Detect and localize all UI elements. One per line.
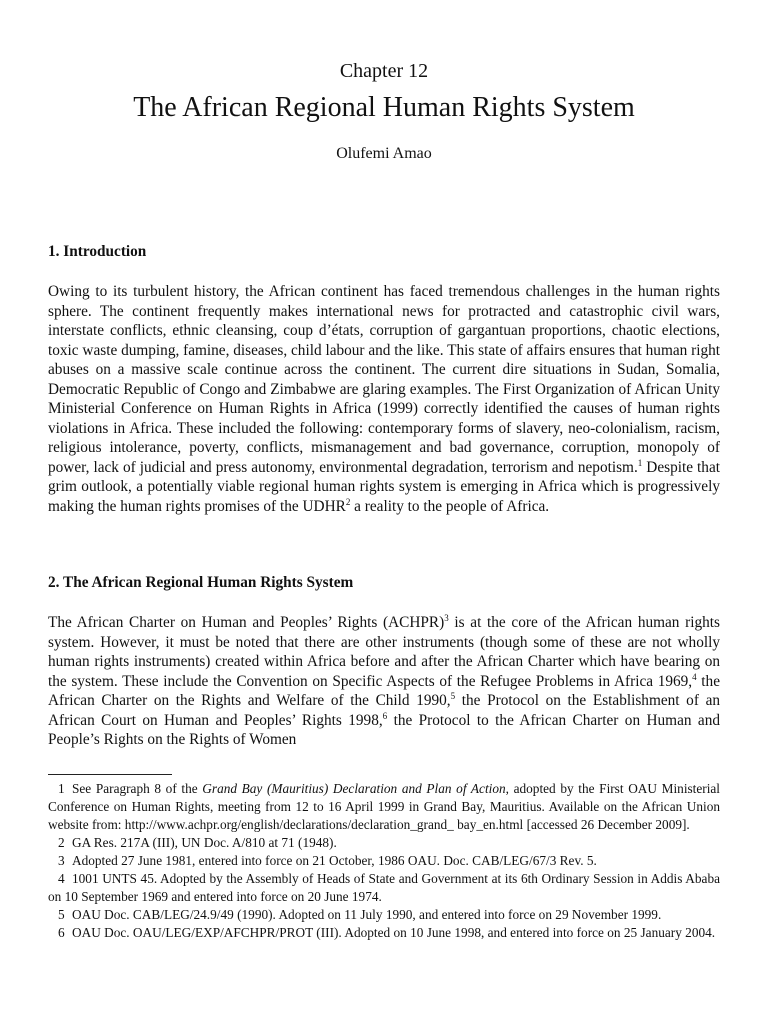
- section-heading-introduction: 1. Introduction: [48, 243, 147, 260]
- footnotes: [48, 780, 720, 942]
- paragraph-text: the Protocol to the African Charter on Human and People’s Rights on the Rights of Women: [48, 711, 721, 748]
- regional-system-paragraph: [48, 613, 720, 750]
- footnote-number: 1: [58, 781, 65, 796]
- footnote-ref-2[interactable]: 2: [345, 496, 351, 507]
- paragraph-text: is at the core of the African human rights system. However, it must be noted that there are other instruments (though some of these are not wholly human rights instruments) created within Africa before and after the African Charter which have bearing on the system. These include the Convention on Specific Aspects of the Refugee Problems in Africa 1969,: [48, 614, 720, 690]
- footnote-number: 2: [58, 835, 65, 850]
- footnote-ref-6[interactable]: 6: [382, 710, 388, 721]
- footnote-text: , adopted by the First OAU Ministerial Conference on Human Rights, meeting from 12 to 16 April 1999 in Grand Bay, Mauritius. Available on the African Union website from: http://www.achpr.org/english/declarations/declaration_grand_ bay_en.html [accessed 26 December 2009].: [48, 781, 720, 832]
- paragraph-text: Owing to its turbulent history, the African continent has faced tremendous challenges in the human rights sphere. The continent frequently makes international news for protracted and catastrophic civil wars, interstate conflicts, ethnic cleansing, coup d’états, corruption of gargantuan proportions, chaotic elections, toxic waste dumping, famine, diseases, child labour and the like. This state of affairs ensures that human right abuses on a massive scale continue across the continent. The current dire situations in Sudan, Somalia, Democratic Republic of Congo and Zimbabwe are glaring examples. The First Organization of African Unity Ministerial Conference on Human Rights in Africa (1999) correctly identified the causes of human rights violations in Africa. These included the following: contemporary forms of slavery, neo-colonialism, racism, religious intolerance, poverty, conflicts, mismanagement and bad governance, corruption, monopoly of power, lack of judicial and press autonomy, environmental degradation, terrorism and nepotism.: [48, 283, 720, 476]
- footnote-ref-5[interactable]: 5: [450, 690, 456, 701]
- footnote-text: OAU Doc. OAU/LEG/EXP/AFCHPR/PROT (III). Adopted on 10 June 1998, and entered into force on 25 January 2004.: [72, 925, 716, 940]
- footnote: [48, 906, 720, 924]
- footnote-text: 1001 UNTS 45. Adopted by the Assembly of Heads of State and Government at its 6th Ordinary Session in Addis Ababa on 10 September 1969 and entered into force on 20 June 1974.: [48, 871, 720, 904]
- section-heading-regional-system: 2. The African Regional Human Rights System: [48, 574, 354, 591]
- footnote: [48, 852, 720, 870]
- footnote: [48, 870, 720, 906]
- footnote-text: Adopted 27 June 1981, entered into force on 21 October, 1986 OAU. Doc. CAB/LEG/67/3 Rev. 5.: [72, 853, 597, 868]
- footnote-number: 6: [58, 925, 65, 940]
- introduction-paragraph: [48, 282, 720, 516]
- footnote-divider: [48, 774, 172, 775]
- footnote-ref-4[interactable]: 4: [692, 671, 697, 682]
- footnote-text: OAU Doc. CAB/LEG/24.9/49 (1990). Adopted on 11 July 1990, and entered into force on 29 November 1999.: [72, 907, 662, 922]
- paragraph-text: Despite that grim outlook, a potentially viable regional human rights system is emerging in Africa which is progressively making the human rights promises of the UDHR: [48, 458, 720, 515]
- paragraph-text: the African Charter on the Rights and Welfare of the Child 1990,: [48, 672, 720, 709]
- footnote: [48, 834, 720, 852]
- footnote-ref-3[interactable]: 3: [444, 612, 449, 623]
- paragraph-text: The African Charter on Human and Peoples’ Rights (ACHPR): [48, 614, 445, 631]
- chapter-title: The African Regional Human Rights System: [133, 92, 635, 123]
- footnote-italic-title: Grand Bay (Mauritius) Declaration and Plan of Action: [202, 781, 506, 796]
- chapter-label: Chapter 12: [339, 60, 429, 82]
- paragraph-text: the Protocol on the Establishment of an African Court on Human and Peoples’ Rights 1998,: [48, 692, 721, 729]
- footnote-text: See Paragraph 8 of the: [72, 781, 203, 796]
- paragraph-text: a reality to the people of Africa.: [350, 497, 550, 515]
- footnote-number: 5: [58, 907, 65, 922]
- footnote-text: GA Res. 217A (III), UN Doc. A/810 at 71 (1948).: [72, 835, 337, 850]
- author-name: Olufemi Amao: [336, 145, 432, 162]
- footnote-number: 3: [58, 853, 65, 868]
- footnote: [48, 924, 720, 942]
- footnote-number: 4: [58, 871, 65, 886]
- footnote-ref-1[interactable]: 1: [637, 457, 643, 468]
- footnote: [48, 780, 720, 834]
